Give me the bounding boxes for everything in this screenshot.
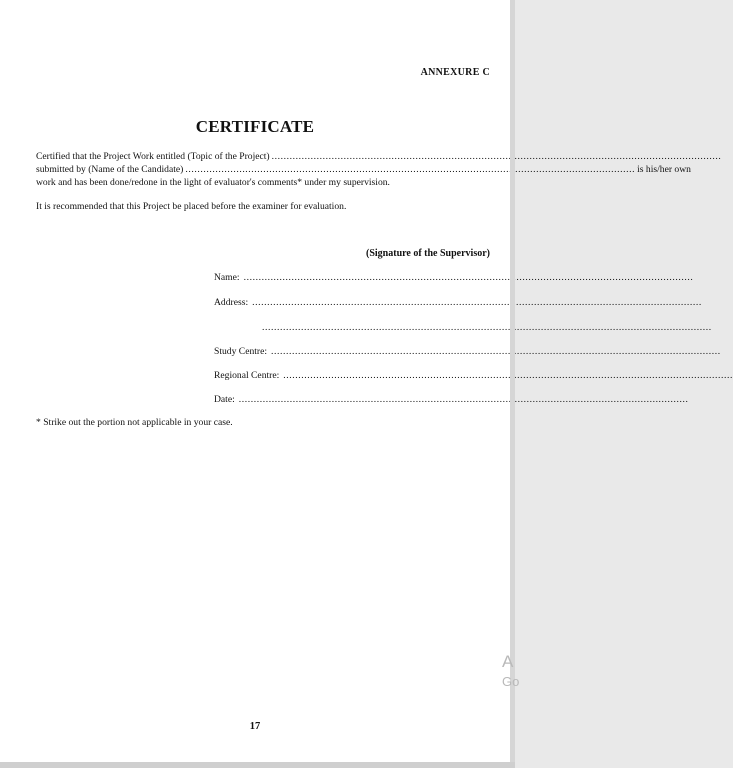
paragraph-line-1: [36, 150, 492, 163]
paragraph-line-3-text: work and has been done/redone in the light of evaluator's comments* under my supervision.: [36, 177, 390, 188]
regional-centre-label: Regional Centre:: [214, 370, 280, 381]
address-field: [214, 297, 492, 308]
certification-paragraph: [36, 150, 691, 189]
paragraph-line-2-end: is his/her own: [637, 164, 691, 175]
activation-watermark: [502, 652, 520, 692]
annexure-label: ANNEXURE C: [420, 67, 490, 78]
paragraph-line-2: [36, 163, 691, 176]
address-blank-2: [262, 322, 712, 333]
address-label: Address:: [214, 297, 249, 308]
regional-centre-blank: [283, 370, 733, 381]
footnote: * Strike out the portion not applicable in your case.: [36, 417, 233, 428]
page-number: 17: [249, 721, 261, 732]
paragraph-line-3: [36, 176, 492, 189]
address-blank: [252, 297, 702, 308]
date-label: Date:: [214, 394, 235, 405]
name-blank: [244, 272, 694, 283]
recommendation-paragraph: It is recommended that this Project be placed before the examiner for evaluation.: [36, 201, 347, 212]
study-centre-label: Study Centre:: [214, 346, 268, 357]
page-title: CERTIFICATE: [195, 117, 315, 136]
study-centre-blank: [271, 346, 721, 357]
address-field-line-2: [258, 322, 492, 333]
signature-heading: (Signature of the Supervisor): [366, 248, 490, 259]
watermark-line-1: A: [502, 652, 514, 671]
name-label: Name:: [214, 272, 240, 283]
page-edge-bottom: [0, 762, 515, 768]
project-topic-label: Certified that the Project Work entitled (Topic of the Project): [36, 151, 270, 162]
candidate-name-blank: [185, 163, 635, 176]
name-field: [214, 272, 492, 283]
watermark-line-2: Go: [502, 674, 520, 689]
date-blank: [239, 394, 689, 405]
project-topic-blank: [272, 150, 722, 163]
study-centre-field: [214, 346, 492, 357]
regional-centre-field: [214, 370, 492, 381]
candidate-name-label: submitted by (Name of the Candidate): [36, 164, 184, 175]
date-field: [214, 394, 492, 405]
